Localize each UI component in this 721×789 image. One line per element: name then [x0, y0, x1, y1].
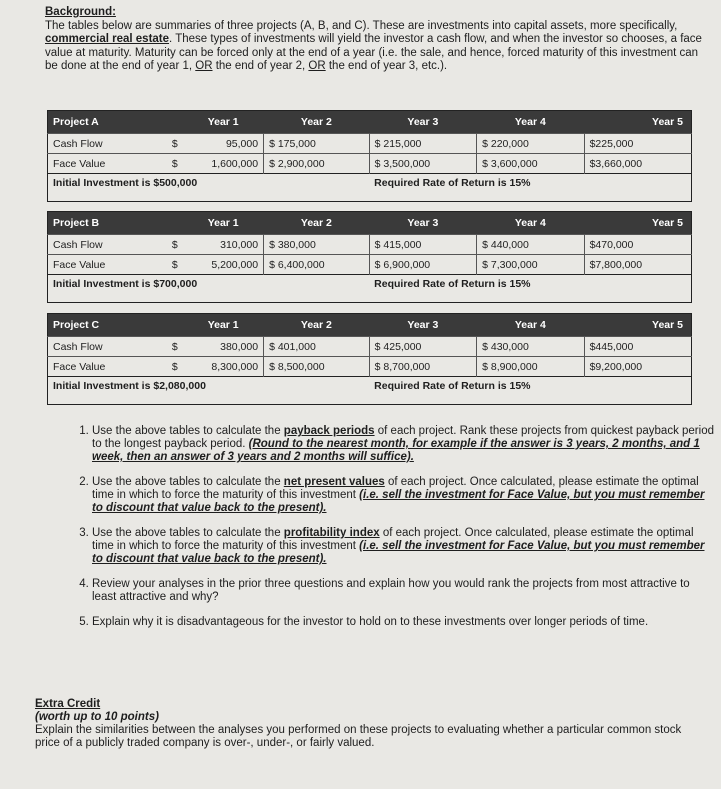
extra-credit-text: Explain the similarities between the analyses you performed on these projects to evaluating whether a particular common stock price of a publicly traded company is over-, under-, or fairly valued.: [35, 724, 682, 749]
table-header-row: Project C Year 1 Year 2 Year 3 Year 4 Year 5: [48, 314, 692, 337]
initial-investment: Initial Investment is $500,000: [48, 174, 370, 202]
background-paragraph: The tables below are summaries of three projects (A, B, and C). These are investments into capital assets, more specifically, commercial real estate. These types of investments will yield the investor a cash flow, and when the investor so chooses, a face value at maturity. Maturity can be forced only at the end of a year (i.e. the sale, and hence, forced maturity of this investment can be done at the end of year 1, OR the end of year 2, OR the end of year 3, etc.).: [45, 19, 702, 73]
background-title: Background:: [45, 6, 116, 18]
cash-flow-row: Cash Flow $ 380,000 $ 401,000 $ 425,000 $ 430,000 $445,000: [48, 337, 692, 357]
list-item: 1. Use the above tables to calculate the payback periods of each project. Rank these projects from quickest payback period to the longest payback period. (Round to the nearest month, for example if the answer is 3 years, 2 months, and 1 week, then an answer of 3 years and 2 months will suffice).: [92, 425, 714, 464]
table-header-row: Project B Year 1 Year 2 Year 3 Year 4 Year 5: [48, 212, 692, 235]
project-b-table: [47, 211, 692, 303]
project-a-table: [47, 110, 692, 202]
commercial-real-estate-emphasis: commercial real estate: [45, 33, 170, 46]
questions-list: [68, 425, 714, 641]
background-section: [45, 6, 705, 74]
required-rate: Required Rate of Return is 15%: [369, 174, 691, 202]
list-item: 4. Review your analyses in the prior three questions and explain how you would rank the projects from most attractive to least attractive and why?: [92, 578, 714, 604]
initial-investment: Initial Investment is $2,080,000: [48, 377, 370, 405]
face-value-row: Face Value $ 5,200,000 $ 6,400,000 $ 6,900,000 $ 7,300,000 $7,800,000: [48, 255, 692, 275]
project-c-table: [47, 313, 692, 405]
cash-flow-row: Cash Flow $ 310,000 $ 380,000 $ 415,000 $ 440,000 $470,000: [48, 235, 692, 255]
summary-row: [48, 174, 692, 202]
required-rate: Required Rate of Return is 15%: [369, 275, 691, 303]
summary-row: [48, 275, 692, 303]
list-item: 2. Use the above tables to calculate the net present values of each project. Once calculated, please estimate the optimal time in which to force the maturity of this investment (i.e. sell the investment for Face Value, but you must remember to discount that value back to the present).: [92, 476, 714, 515]
extra-credit-section: [35, 698, 695, 750]
project-name: Project C: [48, 314, 147, 337]
list-item: 5. Explain why it is disadvantageous for the investor to hold on to these investments over longer periods of time.: [92, 616, 714, 629]
face-value-row: Face Value $ 1,600,000 $ 2,900,000 $ 3,500,000 $ 3,600,000 $3,660,000: [48, 154, 692, 174]
extra-credit-subtitle: (worth up to 10 points): [35, 711, 159, 723]
table-header-row: Project A Year 1 Year 2 Year 3 Year 4 Year 5: [48, 111, 692, 134]
project-name: Project B: [48, 212, 147, 235]
project-name: Project A: [48, 111, 147, 134]
summary-row: [48, 377, 692, 405]
required-rate: Required Rate of Return is 15%: [369, 377, 691, 405]
list-item: 3. Use the above tables to calculate the profitability index of each project. Once calculated, please estimate the optimal time in which to force the maturity of this investment (i.e. sell the investment for Face Value, but you must remember to discount that value back to the present).: [92, 527, 714, 566]
extra-credit-title: Extra Credit: [35, 698, 101, 710]
initial-investment: Initial Investment is $700,000: [48, 275, 370, 303]
cash-flow-row: Cash Flow $ 95,000 $ 175,000 $ 215,000 $ 220,000 $225,000: [48, 134, 692, 154]
face-value-row: Face Value $ 8,300,000 $ 8,500,000 $ 8,700,000 $ 8,900,000 $9,200,000: [48, 357, 692, 377]
